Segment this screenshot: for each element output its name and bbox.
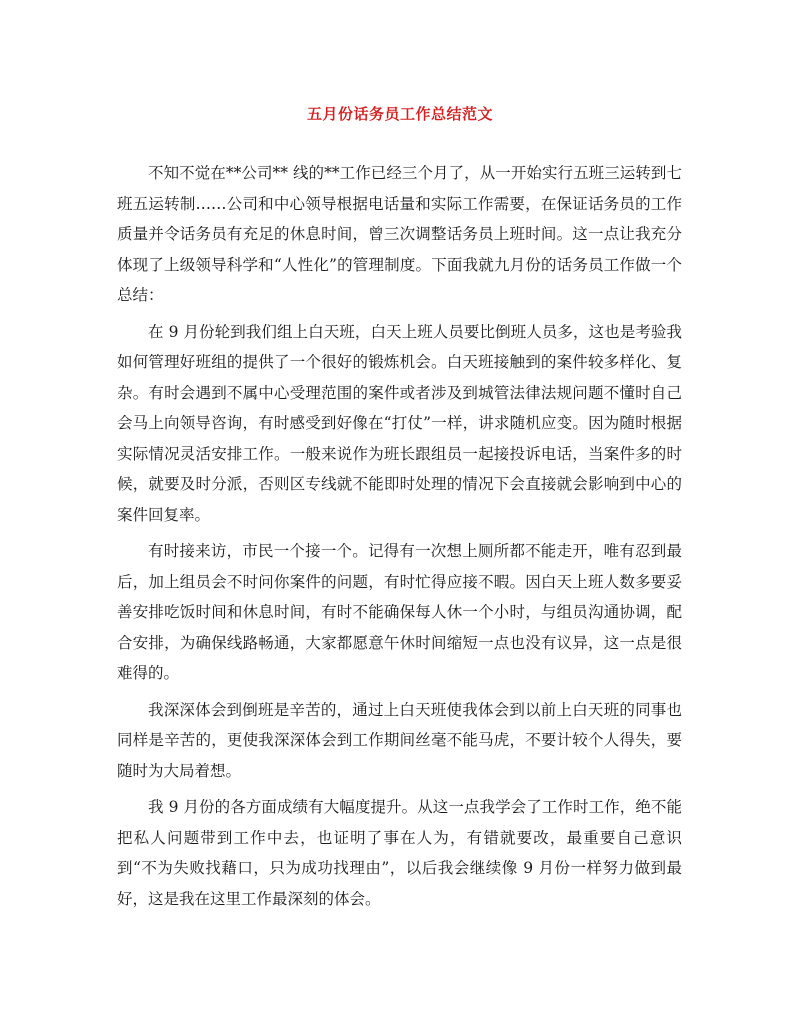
document-body: [117, 158, 682, 920]
paragraph-5: 我 9 月份的各方面成绩有大幅度提升。从这一点我学会了工作时工作，绝不能把私人问题带到工作中去，也证明了事在人为，有错就要改，最重要自己意识到“不为失败找藉口，只为成功找理由”，以后我会继续像 9 月份一样努力做到最好，这是我在这里工作最深刻的体会。: [117, 798, 682, 908]
paragraph-3: 有时接来访，市民一个接一个。记得有一次想上厕所都不能走开，唯有忍到最后，加上组员会不时问你案件的问题，有时忙得应接不暇。因白天上班人数多要妥善安排吃饭时间和休息时间，有时不能确保每人休一个小时，与组员沟通协调，配合安排，为确保线路畅通，大家都愿意午休时间缩短一点也没有议异，这一点是很难得的。: [117, 542, 682, 682]
paragraph-1: 不知不觉在**公司** 线的**工作已经三个月了，从一开始实行五班三运转到七班五运转制……公司和中心领导根据电话量和实际工作需要，在保证话务员的工作质量并令话务员有充足的休息时间，曾三次调整话务员上班时间。这一点让我充分体现了上级领导科学和“人性化”的管理制度。下面我就九月份的话务员工作做一个总结：: [117, 164, 682, 304]
paragraph-4: 我深深体会到倒班是辛苦的，通过上白天班使我体会到以前上白天班的同事也同样是辛苦的，更使我深深体会到工作期间丝毫不能马虎，不要计较个人得失，要随时为大局着想。: [117, 700, 682, 780]
document-title: 五月份话务员工作总结范文: [306, 105, 493, 123]
paragraph-2: 在 9 月份轮到我们组上白天班，白天上班人员要比倒班人员多，这也是考验我如何管理好班组的提供了一个很好的锻炼机会。白天班接触到的案件较多样化、复杂。有时会遇到不属中心受理范围的案件或者涉及到城管法律法规问题不懂时自己会马上向领导咨询，有时感受到好像在“打仗”一样，讲求随机应变。因为随时根据实际情况灵活安排工作。一般来说作为班长跟组员一起接投诉电话，当案件多的时候，就要及时分派，否则区专线就不能即时处理的情况下会直接就会影响到中心的案件回复率。: [117, 322, 682, 524]
